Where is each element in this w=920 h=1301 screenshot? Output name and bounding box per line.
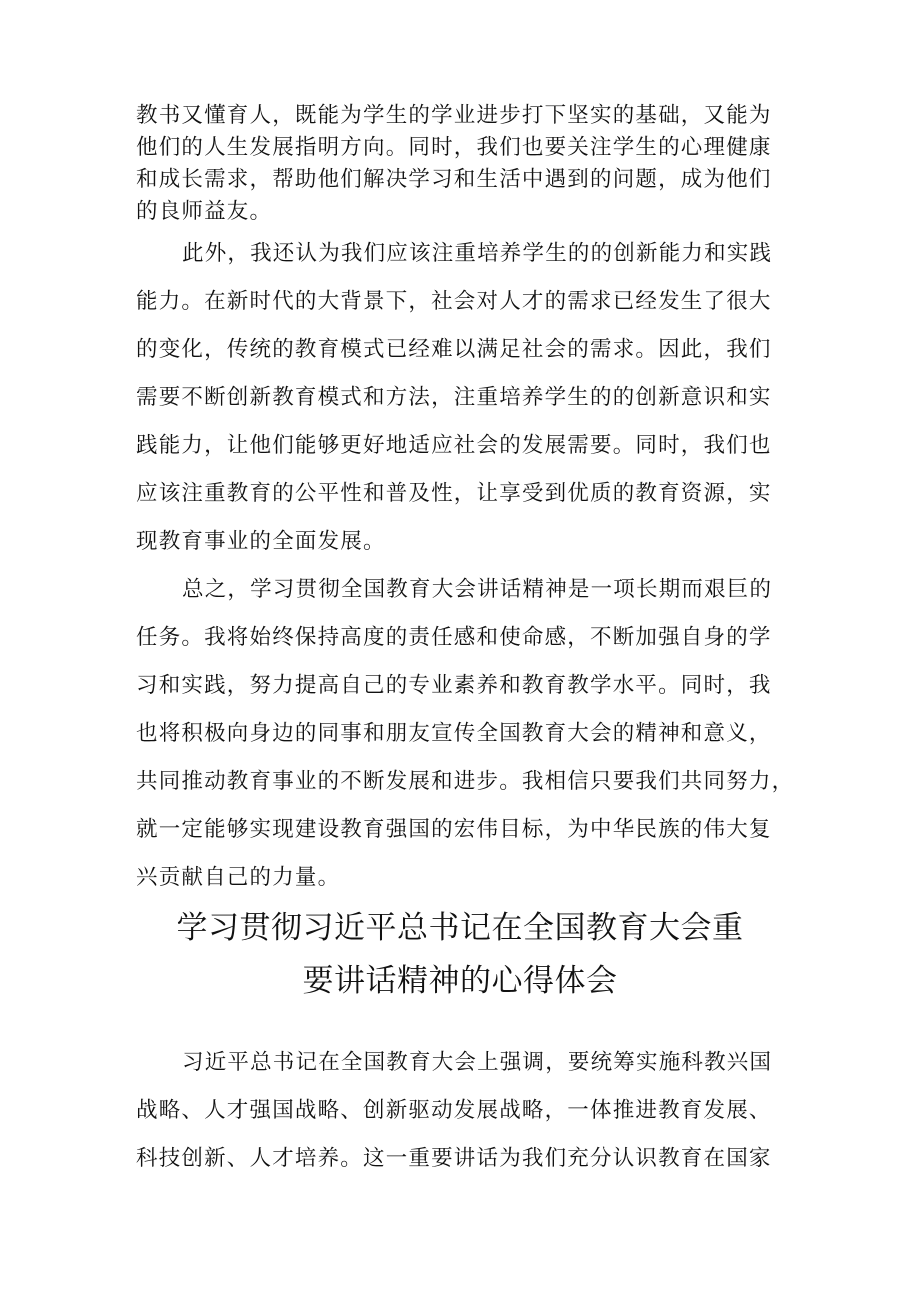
paragraph-line: 任务。我将始终保持高度的责任感和使命感，不断加强自身的学 <box>136 625 772 650</box>
paragraph-line: 就一定能够实现建设教育强国的宏伟目标，为中华民族的伟大复 <box>136 817 772 842</box>
paragraph-line: 他们的人生发展指明方向。同时，我们也要关注学生的心理健康 <box>136 135 772 160</box>
paragraph-line: 总之，学习贯彻全国教育大会讲话精神是一项长期而艰巨的 <box>182 577 773 602</box>
paragraph-line: 需要不断创新教育模式和方法，注重培养学生的的创新意识和实 <box>136 385 772 410</box>
paragraph-line: 此外，我还认为我们应该注重培养学生的的创新能力和实践 <box>182 241 773 266</box>
paragraph-line: 的良师益友。 <box>136 199 273 224</box>
paragraph-line: 的变化，传统的教育模式已经难以满足社会的需求。因此，我们 <box>136 337 772 362</box>
paragraph-line: 教书又懂育人，既能为学生的学业进步打下坚实的基础，又能为 <box>136 103 772 128</box>
page-title-line-2: 要讲话精神的心得体会 <box>302 963 618 999</box>
page-title-line-1: 学习贯彻习近平总书记在全国教育大会重 <box>176 910 744 946</box>
paragraph-line: 应该注重教育的公平性和普及性，让享受到优质的教育资源，实 <box>136 481 772 506</box>
paragraph-line: 也将积极向身边的同事和朋友宣传全国教育大会的精神和意义， <box>136 721 772 746</box>
paragraph-line: 和成长需求，帮助他们解决学习和生活中遇到的问题，成为他们 <box>136 167 772 192</box>
paragraph-line: 习近平总书记在全国教育大会上强调，要统筹实施科教兴国 <box>182 1050 773 1075</box>
paragraph-line: 兴贡献自己的力量。 <box>136 865 341 890</box>
paragraph-line: 能力。在新时代的大背景下，社会对人才的需求已经发生了很大 <box>136 289 772 314</box>
paragraph-line: 习和实践，努力提高自己的专业素养和教育教学水平。同时，我 <box>136 673 772 698</box>
paragraph-line: 共同推动教育事业的不断发展和进步。我相信只要我们共同努力， <box>136 769 795 794</box>
paragraph-line: 战略、人才强国战略、创新驱动发展战略，一体推进教育发展、 <box>136 1098 772 1123</box>
paragraph-line: 现教育事业的全面发展。 <box>136 529 386 554</box>
paragraph-line: 科技创新、人才培养。这一重要讲话为我们充分认识教育在国家 <box>136 1146 772 1171</box>
paragraph-line: 践能力，让他们能够更好地适应社会的发展需要。同时，我们也 <box>136 433 772 458</box>
